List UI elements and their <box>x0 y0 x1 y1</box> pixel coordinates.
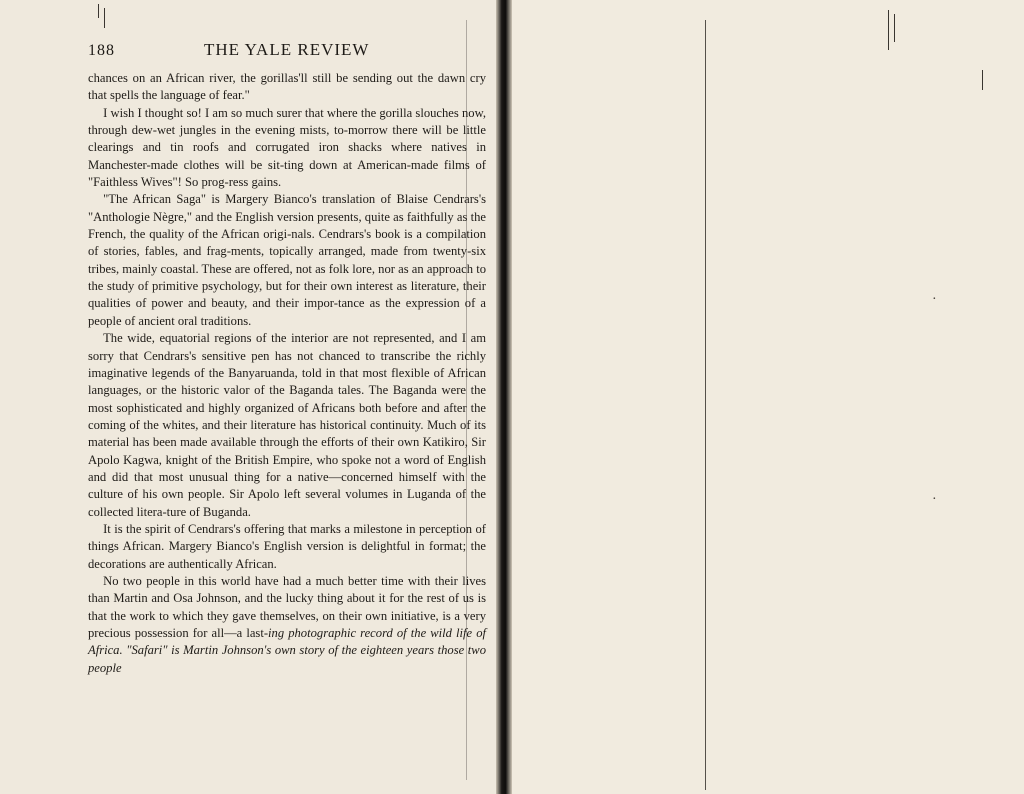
johnson-intro-text: No two people in this world have had a much better time with their lives than Martin and Osa Johnson, and the lucky thing about it for the rest of us is that the work to which they gave themselves, on their own initiative, is a very precious possession for all—a last- <box>88 573 486 640</box>
scan-line-mark <box>104 8 105 28</box>
left-paragraph: The wide, equatorial regions of the interior are not represented, and I am sorry that Cendrars's sensitive pen has not chanced to transcribe the richly imaginative legends of the Banyaruanda, told in that most flexible of African languages, or the historic valor of the Baganda tales. The Baganda were the most sophisticated and highly organized of Africans both before and after the coming of the whites, and their literature has historical continuity. Much of its material has been made available through the efforts of their own Katikiro, Sir Apolo Kagwa, knight of the British Empire, who spoke not a word of English and did that most unusual thing for a native—concerned himself with the culture of his own people. Sir Apolo left several volumes in Luganda of the collected litera-ture of Buganda. <box>88 331 486 519</box>
scan-line-mark <box>888 10 889 50</box>
scan-dot-mark: · <box>932 492 937 507</box>
left-paragraph: chances on an African river, the gorillas'll still be sending out the dawn cry that spells the language of fear." <box>88 71 486 103</box>
left-paragraph: "The African Saga" is Margery Bianco's translation of Blaise Cendrars's "Anthologie Nègre," and the English version presents, quite as faithfully as the French, the quality of the African origi-nals. Cendrars's book is a compilation of stories, fables, and frag-ments, topically arranged, made from twenty-six tribes, mainly coastal. These are offered, not as folk lore, nor as an approach to the study of primitive psychology, but for their own interest as literature, their qualities of power and beauty, and their impor-tance as the expression of a people of ancient oral traditions. <box>88 192 486 328</box>
scan-line-mark <box>466 20 467 780</box>
book-gutter <box>496 0 512 794</box>
scan-dot-mark: · <box>932 292 937 307</box>
left-running-title: THE YALE REVIEW <box>204 40 370 59</box>
left-paragraph: It is the spirit of Cendrars's offering that marks a milestone in perception of things African. Margery Bianco's English version is delightful in format; the decorations are authentically African. <box>88 521 486 571</box>
left-page <box>0 0 496 794</box>
left-page-number: 188 <box>88 42 115 59</box>
left-paragraph-johnson <box>88 573 486 677</box>
scan-line-mark <box>982 70 983 90</box>
left-text-column <box>88 70 486 677</box>
right-page <box>512 0 1024 794</box>
left-page-header <box>88 40 482 64</box>
scan-line-mark <box>894 14 895 42</box>
scan-line-mark <box>98 4 99 18</box>
johnson-italic-text: ing photographic record of the wild life of Africa. "Safari" is Martin Johnson's own story of the eighteen years those two people <box>88 626 486 675</box>
left-paragraph: I wish I thought so! I am so much surer that where the gorilla slouches now, through dew-wet jungles in the evening mists, to-morrow there will be little clearings and tin roofs and corrugated iron shacks where natives in Manchester-made clothes will be sit-ting down at American-made films of "Faithless Wives"! So prog-ress gains. <box>88 105 486 190</box>
scan-line-mark <box>705 20 706 790</box>
